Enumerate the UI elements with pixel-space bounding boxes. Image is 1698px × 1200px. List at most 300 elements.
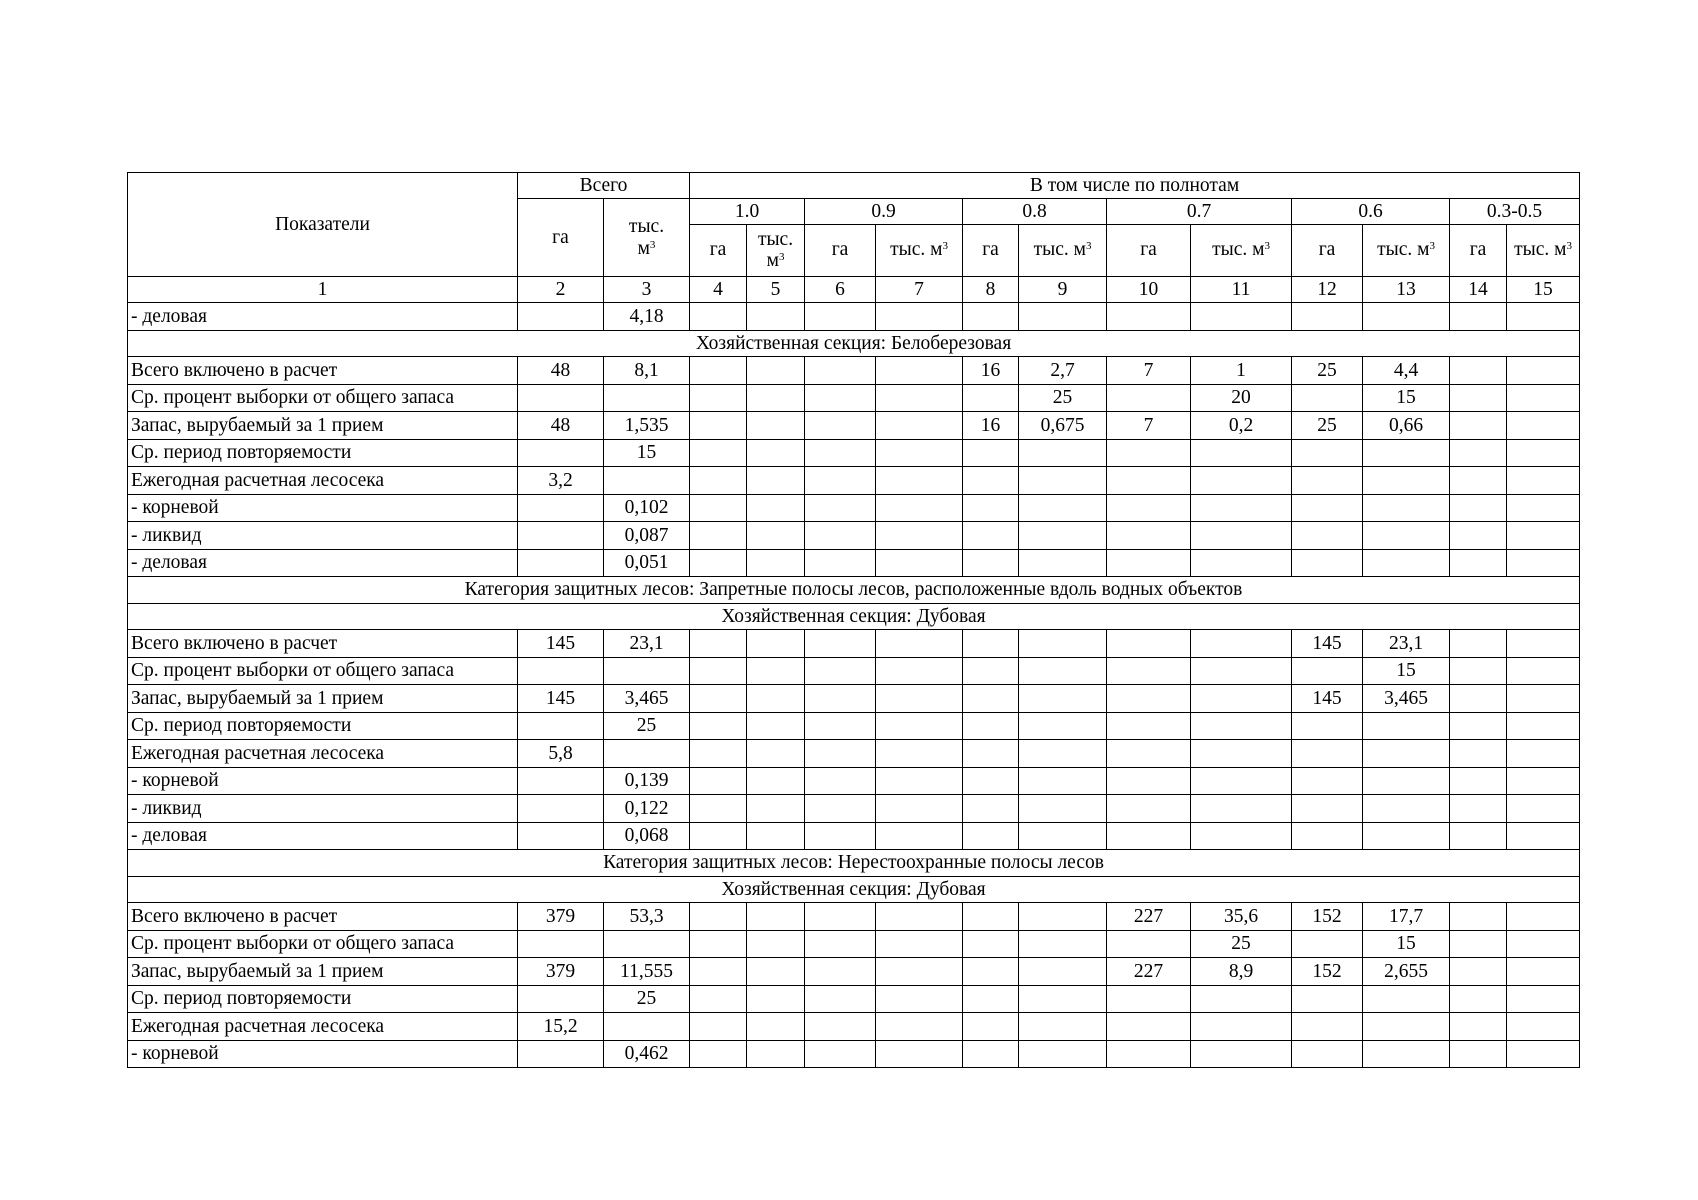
table-cell [805, 494, 876, 522]
table-cell [747, 439, 805, 467]
table-cell [1363, 795, 1450, 823]
table-cell [1292, 303, 1363, 331]
table-cell [1019, 985, 1107, 1013]
table-cell [690, 384, 747, 412]
table-cell: 2,655 [1363, 958, 1450, 986]
table-cell [1507, 522, 1580, 550]
table-cell [690, 439, 747, 467]
table-cell: 0,122 [604, 795, 690, 823]
table-cell [876, 685, 963, 713]
table-cell [1191, 712, 1292, 740]
table-cell [518, 767, 604, 795]
table-cell: 4,18 [604, 303, 690, 331]
table-cell [876, 1040, 963, 1068]
header-density-0-3-0-5: 0.3-0.5 [1450, 199, 1580, 225]
table-cell [1450, 303, 1507, 331]
row-label: Всего включено в расчет [128, 357, 518, 385]
row-label: Запас, вырубаемый за 1 прием [128, 685, 518, 713]
table-cell: 145 [518, 630, 604, 658]
table-cell [1019, 657, 1107, 685]
column-number: 4 [690, 277, 747, 303]
table-cell [876, 985, 963, 1013]
table-cell: 0,051 [604, 549, 690, 577]
table-cell [1191, 630, 1292, 658]
table-cell [1019, 712, 1107, 740]
table-row [128, 822, 1580, 850]
table-cell [876, 767, 963, 795]
table-cell [1292, 657, 1363, 685]
table-cell [1292, 795, 1363, 823]
table-cell [1191, 767, 1292, 795]
table-cell [1019, 740, 1107, 768]
table-cell [604, 467, 690, 495]
table-cell: 11,555 [604, 958, 690, 986]
table-cell: 25 [1292, 412, 1363, 440]
table-row [128, 685, 1580, 713]
table-cell [1107, 630, 1191, 658]
column-number: 6 [805, 277, 876, 303]
table-cell: 0,068 [604, 822, 690, 850]
table-cell [963, 384, 1019, 412]
table-cell [1019, 767, 1107, 795]
header-by-density: В том числе по полнотам [690, 173, 1580, 199]
table-cell [805, 1040, 876, 1068]
table-cell: 15 [1363, 384, 1450, 412]
table-cell [1450, 795, 1507, 823]
section-row [128, 876, 1580, 903]
table-cell: 0,2 [1191, 412, 1292, 440]
header-unit-ha: га [963, 225, 1019, 277]
table-cell [963, 467, 1019, 495]
row-label: Ср. процент выборки от общего запаса [128, 657, 518, 685]
table-cell [1191, 740, 1292, 768]
table-row [128, 439, 1580, 467]
header-unit-ha: га [1107, 225, 1191, 277]
table-cell [1450, 903, 1507, 931]
table-cell [1019, 303, 1107, 331]
header-density-0-7: 0.7 [1107, 199, 1292, 225]
table-cell [1450, 494, 1507, 522]
header-density-0-9: 0.9 [805, 199, 963, 225]
table-cell [1107, 439, 1191, 467]
table-row [128, 767, 1580, 795]
table-cell [1191, 1013, 1292, 1041]
table-cell: 0,087 [604, 522, 690, 550]
table-cell [604, 1013, 690, 1041]
table-cell: 379 [518, 903, 604, 931]
table-cell: 1,535 [604, 412, 690, 440]
section-title: Хозяйственная секция: Дубовая [128, 876, 1580, 903]
table-cell [805, 767, 876, 795]
table-cell: 152 [1292, 958, 1363, 986]
table-cell [1191, 985, 1292, 1013]
header-indicators: Показатели [128, 173, 518, 277]
table-cell [1191, 685, 1292, 713]
table-cell [1450, 740, 1507, 768]
table-cell [805, 522, 876, 550]
table-cell [876, 822, 963, 850]
table-cell [690, 740, 747, 768]
table-cell: 227 [1107, 903, 1191, 931]
table-cell [604, 930, 690, 958]
table-cell [963, 549, 1019, 577]
table-cell: 7 [1107, 357, 1191, 385]
table-cell [747, 822, 805, 850]
table-cell [1191, 1040, 1292, 1068]
column-number: 11 [1191, 277, 1292, 303]
table-cell [1107, 1013, 1191, 1041]
table-cell: 1 [1191, 357, 1292, 385]
table-cell [690, 795, 747, 823]
table-cell [1019, 903, 1107, 931]
table-cell [1019, 822, 1107, 850]
table-cell [690, 985, 747, 1013]
table-cell [518, 985, 604, 1013]
table-cell [1019, 549, 1107, 577]
table-cell [690, 412, 747, 440]
table-cell [1107, 930, 1191, 958]
table-cell [805, 467, 876, 495]
section-row [128, 577, 1580, 604]
table-cell: 145 [1292, 685, 1363, 713]
table-cell [747, 985, 805, 1013]
column-number: 2 [518, 277, 604, 303]
table-cell [1107, 303, 1191, 331]
table-row [128, 1040, 1580, 1068]
table-cell [876, 930, 963, 958]
table-cell [1363, 439, 1450, 467]
table-cell [805, 985, 876, 1013]
table-cell [518, 795, 604, 823]
table-row [128, 522, 1580, 550]
table-cell [963, 439, 1019, 467]
column-number: 14 [1450, 277, 1507, 303]
row-label: - корневой [128, 1040, 518, 1068]
table-cell [963, 685, 1019, 713]
table-cell [518, 822, 604, 850]
table-cell [690, 467, 747, 495]
table-cell [690, 958, 747, 986]
table-cell [1107, 384, 1191, 412]
row-label: Ежегодная расчетная лесосека [128, 740, 518, 768]
table-cell: 35,6 [1191, 903, 1292, 931]
table-cell: 25 [1292, 357, 1363, 385]
table-cell [747, 767, 805, 795]
table-cell [1450, 930, 1507, 958]
table-row [128, 549, 1580, 577]
header-unit-thou-m3: тыс. $м^3$ [1019, 225, 1107, 277]
column-number: 5 [747, 277, 805, 303]
row-label: Ср. период повторяемости [128, 712, 518, 740]
table-cell [1292, 767, 1363, 795]
table-cell [805, 357, 876, 385]
table-cell [805, 795, 876, 823]
table-cell [747, 357, 805, 385]
table-cell [747, 1013, 805, 1041]
table-cell [805, 549, 876, 577]
row-label: - деловая [128, 822, 518, 850]
header-density-1-0: 1.0 [690, 199, 805, 225]
table-cell: 0,462 [604, 1040, 690, 1068]
column-number: 3 [604, 277, 690, 303]
table-cell [518, 522, 604, 550]
table-cell: 0,66 [1363, 412, 1450, 440]
column-number: 9 [1019, 277, 1107, 303]
table-cell [690, 303, 747, 331]
table-cell: 20 [1191, 384, 1292, 412]
table-cell: 4,4 [1363, 357, 1450, 385]
column-number: 13 [1363, 277, 1450, 303]
table-cell [1363, 767, 1450, 795]
table-header [128, 173, 1580, 303]
table-cell [1507, 630, 1580, 658]
table-cell [963, 1040, 1019, 1068]
header-unit-thou-m3: тыс. $м^3$ [876, 225, 963, 277]
table-cell: 53,3 [604, 903, 690, 931]
table-cell [690, 1013, 747, 1041]
table-cell [963, 303, 1019, 331]
table-cell [1507, 384, 1580, 412]
table-cell [1450, 357, 1507, 385]
table-cell [805, 384, 876, 412]
row-label: Ср. процент выборки от общего запаса [128, 930, 518, 958]
header-total: Всего [518, 173, 690, 199]
table-cell [747, 494, 805, 522]
table-cell: 0,139 [604, 767, 690, 795]
table-cell [1450, 384, 1507, 412]
table-cell [1019, 439, 1107, 467]
column-number-row [128, 277, 1580, 303]
table-cell [690, 903, 747, 931]
row-label: Ср. процент выборки от общего запаса [128, 384, 518, 412]
table-cell: 0,675 [1019, 412, 1107, 440]
table-cell [1363, 303, 1450, 331]
table-cell [1107, 1040, 1191, 1068]
header-total-thou-m3: тыс. $м^3$ [604, 199, 690, 277]
table-cell [747, 549, 805, 577]
table-cell [1107, 767, 1191, 795]
table-cell [1292, 822, 1363, 850]
table-cell [805, 822, 876, 850]
table-cell [518, 657, 604, 685]
table-cell: 15 [1363, 930, 1450, 958]
table-cell [1363, 467, 1450, 495]
table-cell [747, 740, 805, 768]
table-cell [1507, 985, 1580, 1013]
header-unit-thou-m3: тыс. $м^3$ [747, 225, 805, 277]
table-cell [1019, 494, 1107, 522]
table-cell [690, 930, 747, 958]
table-cell [747, 930, 805, 958]
table-cell [1450, 712, 1507, 740]
header-unit-ha: га [805, 225, 876, 277]
table-row [128, 1013, 1580, 1041]
table-cell [1292, 549, 1363, 577]
table-cell [1363, 712, 1450, 740]
table-cell [1292, 930, 1363, 958]
column-number: 12 [1292, 277, 1363, 303]
table-cell [1107, 494, 1191, 522]
table-cell [805, 712, 876, 740]
table-cell [1450, 657, 1507, 685]
row-label: - деловая [128, 549, 518, 577]
row-label: Всего включено в расчет [128, 903, 518, 931]
table-cell [1019, 795, 1107, 823]
table-cell [876, 494, 963, 522]
table-cell [963, 795, 1019, 823]
row-label: - корневой [128, 494, 518, 522]
table-cell [1292, 384, 1363, 412]
row-label: Запас, вырубаемый за 1 прием [128, 958, 518, 986]
table-cell [1019, 685, 1107, 713]
table-cell [805, 1013, 876, 1041]
table-cell [604, 384, 690, 412]
header-unit-ha: га [1450, 225, 1507, 277]
table-cell [690, 549, 747, 577]
table-cell [690, 1040, 747, 1068]
table-cell [1019, 630, 1107, 658]
table-cell [805, 685, 876, 713]
table-cell [1107, 712, 1191, 740]
section-title: Категория защитных лесов: Нерестоохранные полосы лесов [128, 850, 1580, 877]
table-cell [518, 384, 604, 412]
table-cell [1191, 522, 1292, 550]
table-cell [1107, 522, 1191, 550]
table-cell [1507, 549, 1580, 577]
table-cell [1450, 1040, 1507, 1068]
table-cell: 145 [518, 685, 604, 713]
table-cell [1107, 467, 1191, 495]
table-cell [1019, 930, 1107, 958]
table-cell [747, 903, 805, 931]
table-cell [1450, 522, 1507, 550]
table-cell [963, 903, 1019, 931]
table-cell: 3,465 [1363, 685, 1450, 713]
table-cell: 23,1 [1363, 630, 1450, 658]
table-cell [963, 985, 1019, 1013]
table-cell [876, 795, 963, 823]
table-cell [1019, 522, 1107, 550]
table-cell [963, 657, 1019, 685]
table-cell [1507, 903, 1580, 931]
table-cell: 25 [1019, 384, 1107, 412]
table-cell [1107, 657, 1191, 685]
table-cell [1363, 494, 1450, 522]
table-cell [747, 958, 805, 986]
table-cell [1292, 439, 1363, 467]
table-cell: 16 [963, 357, 1019, 385]
table-cell [1019, 958, 1107, 986]
table-cell [876, 303, 963, 331]
table-cell [1507, 439, 1580, 467]
table-cell [1450, 549, 1507, 577]
table-row [128, 303, 1580, 331]
table-cell: 3,2 [518, 467, 604, 495]
table-cell [1363, 985, 1450, 1013]
table-cell [876, 903, 963, 931]
header-unit-ha: га [690, 225, 747, 277]
table-cell [876, 439, 963, 467]
column-number: 8 [963, 277, 1019, 303]
table-cell [805, 412, 876, 440]
table-cell: 15 [604, 439, 690, 467]
table-cell: 16 [963, 412, 1019, 440]
table-cell [805, 657, 876, 685]
table-cell [747, 657, 805, 685]
column-number: 15 [1507, 277, 1580, 303]
table-row [128, 494, 1580, 522]
header-unit-thou-m3: тыс. $м^3$ [1507, 225, 1580, 277]
table-cell [805, 303, 876, 331]
table-cell: 227 [1107, 958, 1191, 986]
table-cell [690, 657, 747, 685]
table-cell [1507, 357, 1580, 385]
header-unit-thou-m3: тыс. $м^3$ [1191, 225, 1292, 277]
table-cell [1019, 467, 1107, 495]
table-cell [1450, 439, 1507, 467]
table-cell [1292, 467, 1363, 495]
table-cell [604, 740, 690, 768]
section-title: Категория защитных лесов: Запретные полосы лесов, расположенные вдоль водных объектов [128, 577, 1580, 604]
table-cell: 17,7 [1363, 903, 1450, 931]
table-cell [1363, 1040, 1450, 1068]
table-cell [1191, 439, 1292, 467]
table-cell [1450, 630, 1507, 658]
table-cell: 2,7 [1019, 357, 1107, 385]
table-cell: 7 [1107, 412, 1191, 440]
table-cell [876, 357, 963, 385]
row-label: Ср. период повторяемости [128, 985, 518, 1013]
table-cell [747, 1040, 805, 1068]
table-cell [1450, 412, 1507, 440]
table-cell [1507, 767, 1580, 795]
table-row [128, 630, 1580, 658]
row-label: Ежегодная расчетная лесосека [128, 1013, 518, 1041]
table-cell [805, 958, 876, 986]
table-cell [1107, 985, 1191, 1013]
table-cell: 8,9 [1191, 958, 1292, 986]
row-label: Ежегодная расчетная лесосека [128, 467, 518, 495]
table-cell [805, 930, 876, 958]
table-cell [963, 930, 1019, 958]
table-cell: 25 [604, 712, 690, 740]
table-cell: 15 [1363, 657, 1450, 685]
table-cell [1363, 740, 1450, 768]
table-cell [963, 712, 1019, 740]
table-cell [690, 822, 747, 850]
table-row [128, 384, 1580, 412]
table-cell [876, 384, 963, 412]
table-cell [1507, 1040, 1580, 1068]
section-title: Хозяйственная секция: Белоберезовая [128, 330, 1580, 357]
table-cell [963, 822, 1019, 850]
table-cell [876, 412, 963, 440]
table-cell [876, 1013, 963, 1041]
table-cell [604, 657, 690, 685]
table-cell: 25 [1191, 930, 1292, 958]
table-cell [1507, 740, 1580, 768]
table-cell [963, 522, 1019, 550]
table-row [128, 467, 1580, 495]
table-cell [1363, 1013, 1450, 1041]
table-cell: 48 [518, 357, 604, 385]
table-cell [1450, 822, 1507, 850]
table-cell [747, 303, 805, 331]
table-cell: 0,102 [604, 494, 690, 522]
table-cell [1450, 767, 1507, 795]
table-cell [518, 439, 604, 467]
table-row [128, 795, 1580, 823]
